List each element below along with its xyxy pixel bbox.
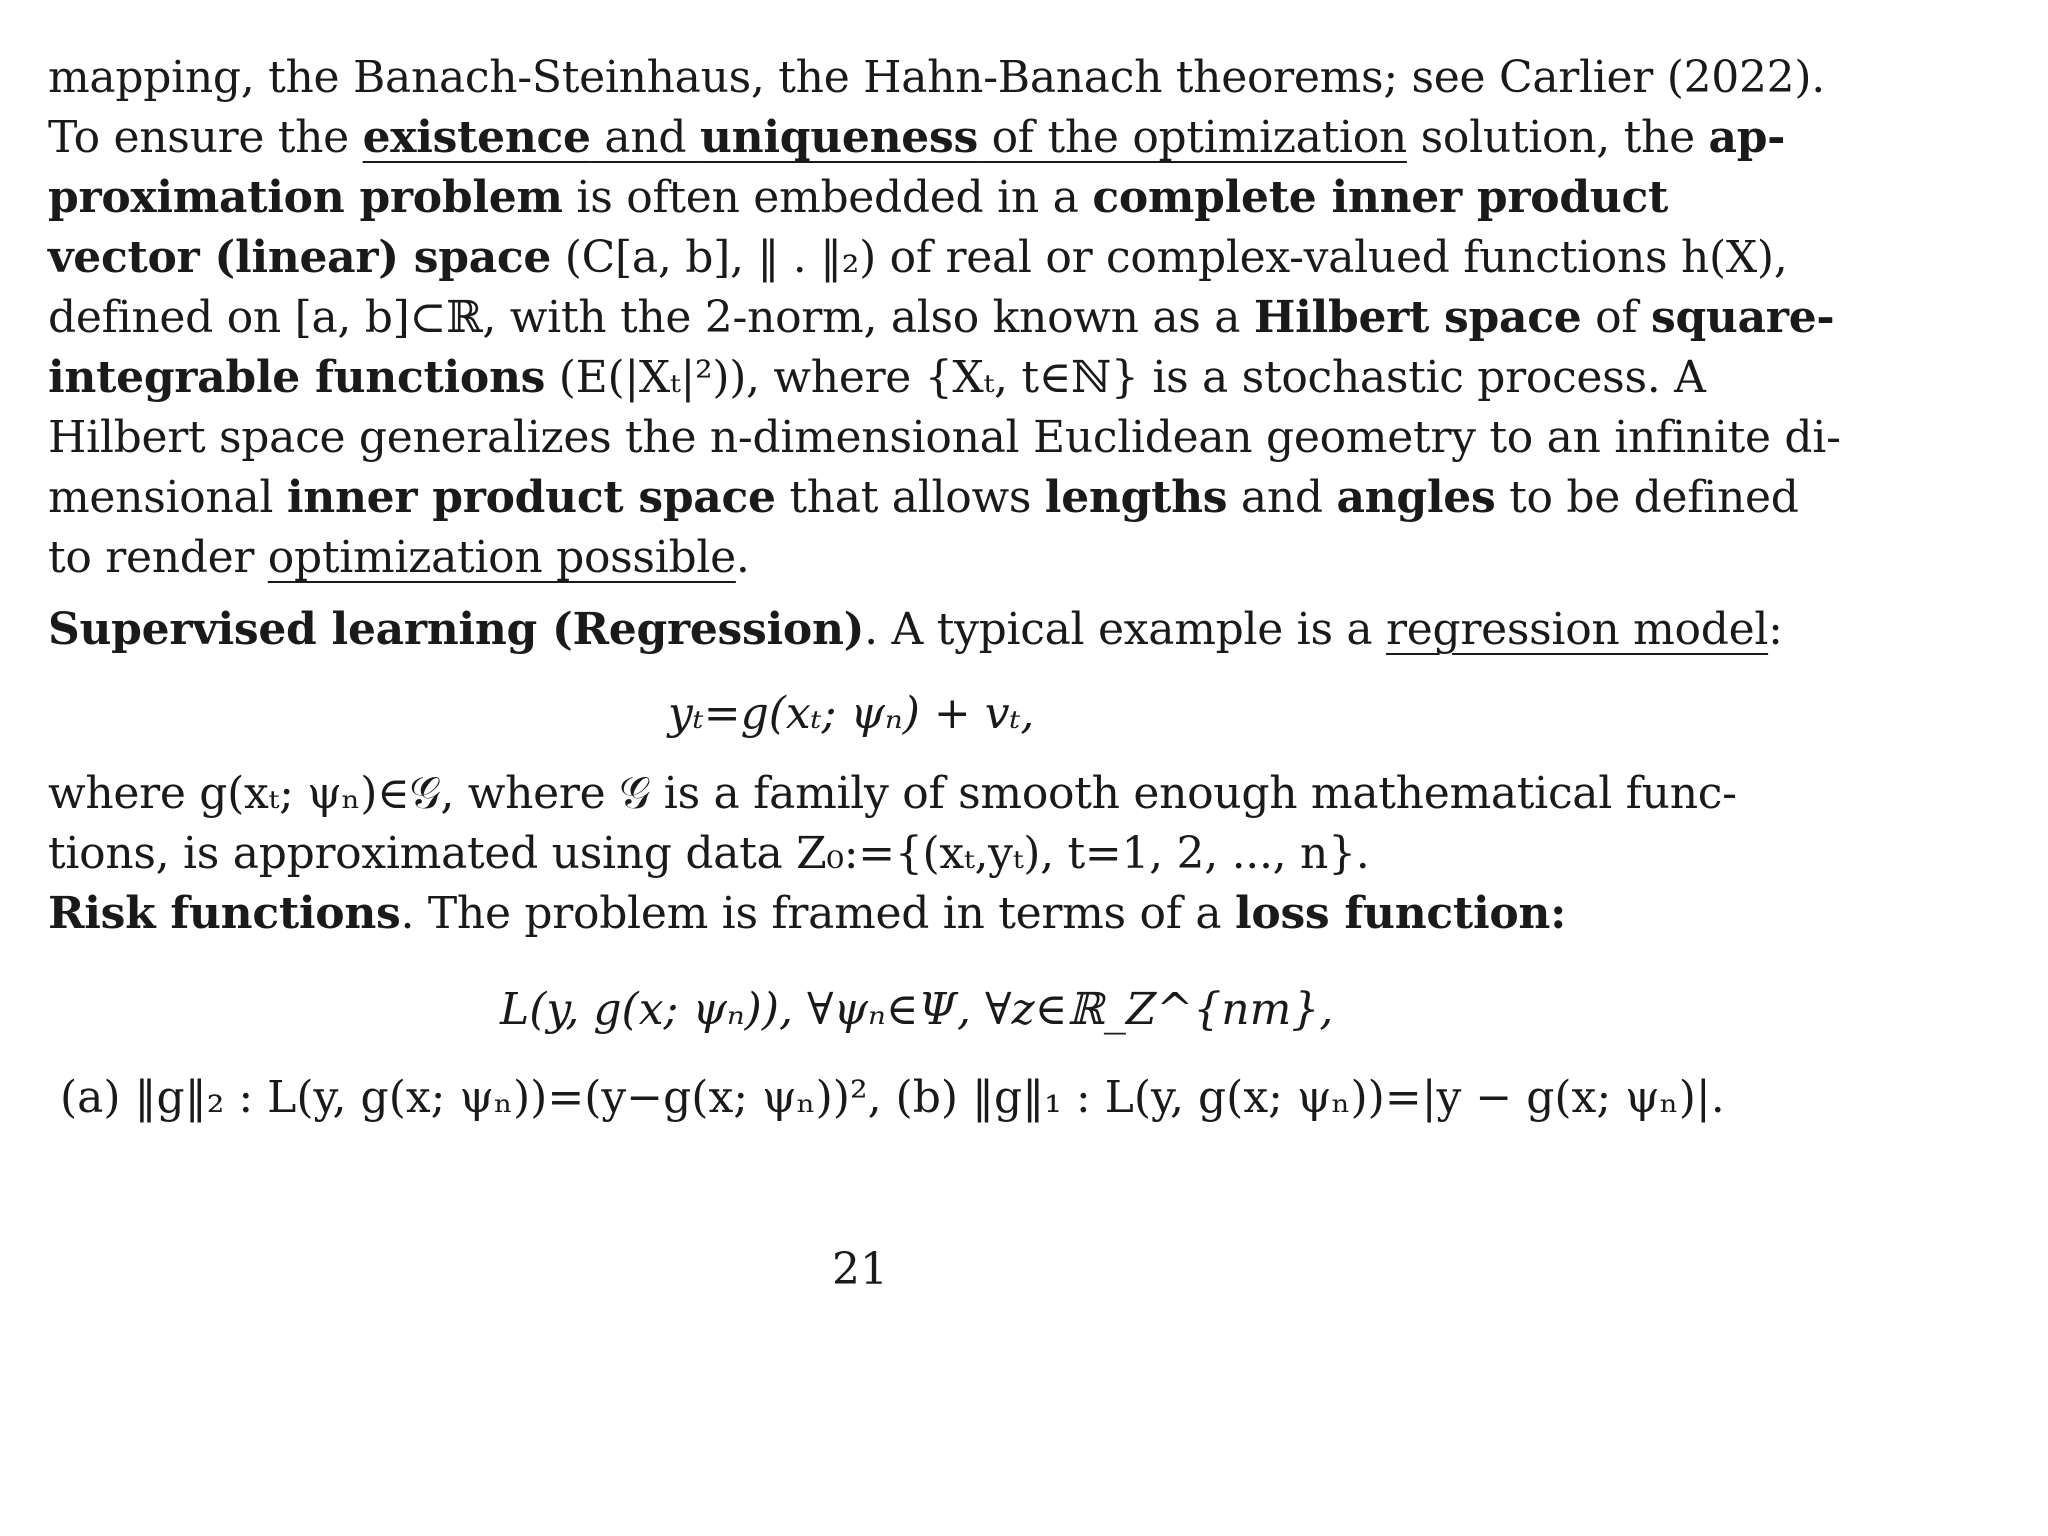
line-9-part: to render — [48, 532, 268, 583]
loss-equation — [500, 980, 1333, 1040]
approximation-problem-term: proximation problem — [48, 172, 563, 223]
regression-model-underlined: regression model — [1386, 604, 1769, 655]
inner-product-space-term: inner product space — [286, 472, 776, 523]
text-line-1 — [48, 48, 1825, 108]
risk-text: . The problem is framed in terms of a — [400, 888, 1235, 939]
line-8-part: that allows — [775, 472, 1045, 523]
line-2-part: To ensure the — [48, 112, 363, 163]
supervised-learning-heading: Supervised learning (Regression) — [48, 604, 865, 655]
regression-equation — [668, 684, 1034, 744]
supervised-learning-paragraph — [48, 600, 1783, 660]
text-line-5 — [48, 288, 1835, 348]
text-line-3 — [48, 168, 1668, 228]
line-8-part: to be defined — [1495, 472, 1799, 523]
text-line-after-eq1-2 — [48, 824, 1369, 884]
line-4-part: (C[a, b], ‖ . ‖₂) of real or complex-valued functions h(X), — [551, 232, 1788, 283]
loss-function-term: loss function: — [1235, 888, 1567, 939]
line-7-text: Hilbert space generalizes the n-dimensional Euclidean geometry to an infinite di- — [48, 412, 1841, 463]
page-number: 21 — [832, 1244, 888, 1295]
optimization-underlined: of the optimization — [977, 112, 1407, 163]
line-5-part: of — [1581, 292, 1651, 343]
angles-term: angles — [1336, 472, 1496, 523]
text-line-6 — [48, 348, 1706, 408]
lengths-term: lengths — [1044, 472, 1228, 523]
line-5-part: defined on [a, b]⊂ℝ, with the 2-norm, also known as a — [48, 292, 1254, 343]
norm-equations — [60, 1068, 1725, 1128]
hilbert-space-term: Hilbert space — [1253, 292, 1582, 343]
optimization-possible-underlined: optimization possible — [267, 532, 736, 583]
text-line-7 — [48, 408, 1841, 468]
text-line-after-eq1-1 — [48, 764, 1737, 824]
line-2-part: solution, the — [1406, 112, 1709, 163]
existence-term: existence — [362, 112, 591, 163]
after-eq1-line-1: where g(xₜ; ψₙ)∈𝒢, where 𝒢 is a family of smooth enough mathematical func- — [48, 768, 1737, 819]
uniqueness-term: uniqueness — [699, 112, 978, 163]
text-line-4 — [48, 228, 1788, 288]
line-8-part: mensional — [48, 472, 287, 523]
line-9-part: . — [735, 532, 750, 583]
risk-functions-paragraph — [48, 884, 1566, 944]
risk-functions-heading: Risk functions — [48, 888, 401, 939]
after-eq1-line-2: tions, is approximated using data Z₀:={(xₜ,yₜ), t=1, 2, ..., n}. — [48, 828, 1370, 879]
complete-inner-product-term: complete inner product — [1092, 172, 1669, 223]
text-line-8 — [48, 468, 1799, 528]
approximation-term-start: ap- — [1708, 112, 1786, 163]
text-line-2 — [48, 108, 1786, 168]
line-1-text: mapping, the Banach-Steinhaus, the Hahn-Banach theorems; see Carlier (2022). — [48, 52, 1825, 103]
integrable-functions-term: integrable functions — [48, 352, 546, 403]
line-6-part: (E(|Xₜ|²)), where {Xₜ, t∈ℕ} is a stochastic process. A — [545, 352, 1706, 403]
supervised-colon: : — [1768, 604, 1783, 655]
supervised-text: . A typical example is a — [864, 604, 1387, 655]
loss-equation-text: L(y, g(x; ψₙ)), ∀ψₙ∈Ψ, ∀z∈ℝ_Z^{nm}, — [500, 984, 1334, 1035]
regression-equation-text: yₜ=g(xₜ; ψₙ) + vₜ, — [668, 688, 1035, 739]
square-term-start: square- — [1650, 292, 1835, 343]
line-2-part: and — [590, 112, 700, 163]
norm-equations-text: (a) ‖g‖₂ : L(y, g(x; ψₙ))=(y−g(x; ψₙ))², (b) ‖g‖₁ : L(y, g(x; ψₙ))=|y − g(x; ψₙ)|. — [60, 1072, 1725, 1123]
line-3-part: is often embedded in a — [562, 172, 1093, 223]
line-8-part: and — [1227, 472, 1337, 523]
text-line-9 — [48, 528, 750, 588]
vector-space-term: vector (linear) space — [48, 232, 552, 283]
